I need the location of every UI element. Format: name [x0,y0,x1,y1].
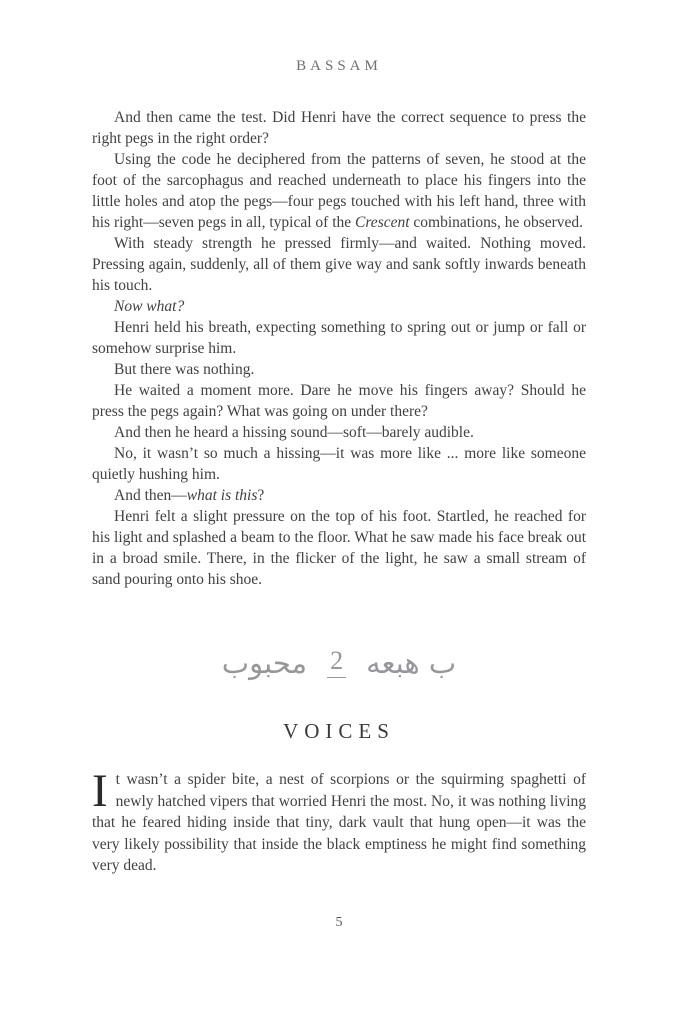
body-paragraph: Henri felt a slight pressure on the top of his foot. Startled, he reached for his light and splashed a beam to the floor. What he saw made his face break out in a broad smile. There, in the flicker of the light, he saw a small stream of sand pouring onto his shoe. [92,508,586,588]
body-paragraph: And then he heard a hissing sound—soft—barely audible. [114,424,474,441]
body-paragraph: Henri held his breath, expecting something to spring out or jump or fall or somehow surprise him. [92,319,586,357]
chapter-opening-paragraph [92,765,586,877]
divider-arabic-right-text: ب هبعه [366,646,457,680]
page-number: 5 [335,915,343,930]
divider-arabic-left-text: محبوب [221,646,308,680]
body-paragraph: Using the code he deciphered from the patterns of seven, he stood at the foot of the sarcophagus and reached underneath to place his fingers into the little holes and atop the pegs—four pegs touched with his left hand, three with his right—seven pegs in all, typical of the Crescent combinations, he observed. [92,151,586,231]
chapter-title: VOICES [283,719,395,743]
body-paragraph: And then—what is this? [114,487,265,504]
body-paragraph: No, it wasn’t so much a hissing—it was more like ... more like someone quietly hushing him. [92,445,586,483]
body-paragraph: He waited a moment more. Dare he move his fingers away? Should he press the pegs again? What was going on under there? [92,382,586,420]
drop-cap: I [92,765,108,817]
body-text-block [92,107,586,590]
chapter-divider-ornament [0,643,678,684]
body-paragraph: But there was nothing. [114,361,255,378]
chapter-opening-text: t wasn’t a spider bite, a nest of scorpions or the squirming spaghetti of newly hatched vipers that worried Henri the most. No, it was nothing living that he feared hiding inside that tiny, dark vault that hung open—it was the very likely possibility that inside the black emptiness he might find something very dead. [92,771,586,874]
body-paragraph: And then came the test. Did Henri have the correct sequence to press the right pegs in the right order? [92,109,586,147]
chapter-number: 2 [327,648,346,678]
body-paragraph: With steady strength he pressed firmly—and waited. Nothing moved. Pressing again, suddenly, all of them give way and sank softly inwards beneath his touch. [92,235,586,294]
body-paragraph: Now what? [114,298,185,315]
running-head: BASSAM [296,58,382,74]
